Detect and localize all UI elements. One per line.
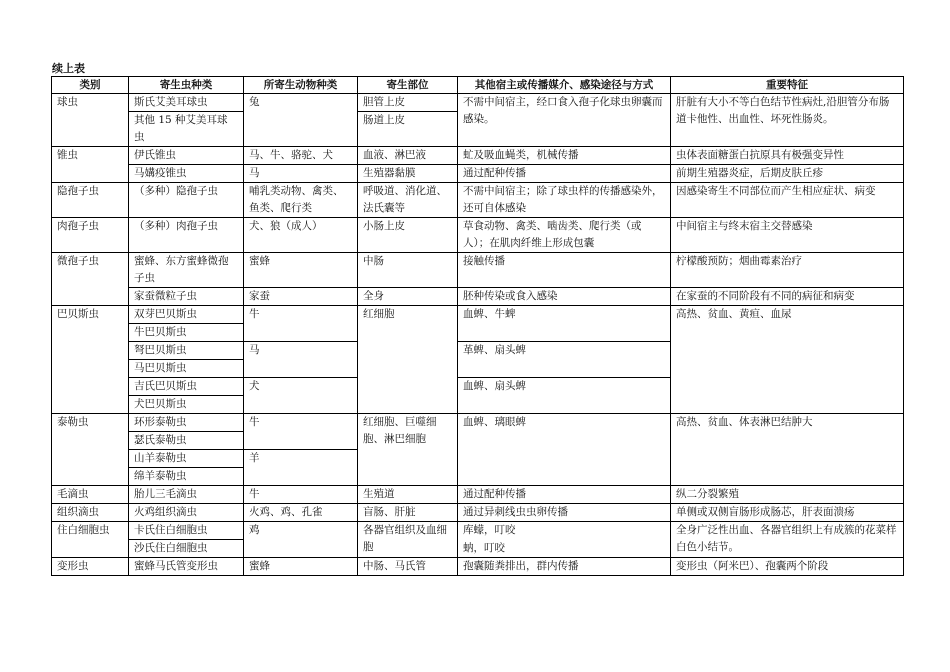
- header-species: 寄生虫种类: [129, 77, 244, 94]
- category-cell: 微孢子虫: [52, 253, 129, 306]
- host-cell: 蜜蜂: [244, 558, 358, 576]
- route-cell: 胚种传染或食入感染: [458, 288, 671, 306]
- species-cell: （多种）隐孢子虫: [129, 183, 244, 218]
- host-cell: 羊: [244, 450, 358, 486]
- site-cell: 各器官组织及血细胞: [358, 522, 458, 558]
- species-cell: 其他 15 种艾美耳球虫: [129, 112, 244, 147]
- parasite-table: [51, 76, 904, 576]
- feature-cell: 柠檬酸预防；烟曲霉素治疗: [671, 253, 904, 288]
- host-cell: 鸡: [244, 522, 358, 558]
- table-row: [52, 504, 904, 522]
- feature-cell: 变形虫（阿米巴）、孢囊两个阶段: [671, 558, 904, 576]
- species-cell: 胎儿三毛滴虫: [129, 486, 244, 504]
- species-cell: 犬巴贝斯虫: [129, 396, 244, 414]
- feature-cell: 高热、贫血、黄疸、血尿: [671, 306, 904, 414]
- category-cell: 锥虫: [52, 147, 129, 183]
- route-cell: 血蜱、牛蜱: [458, 306, 671, 342]
- table-row: [52, 147, 904, 165]
- table-row: [52, 288, 904, 306]
- feature-cell: 前期生殖器炎症，后期皮肤丘疹: [671, 165, 904, 183]
- table-row: [52, 414, 904, 432]
- route-cell: 通过异刺线虫虫卵传播: [458, 504, 671, 522]
- species-cell: 双芽巴贝斯虫: [129, 306, 244, 324]
- feature-cell: 因感染寄生不同部位而产生相应症状、病变: [671, 183, 904, 218]
- route-cell: 革蜱、扇头蜱: [458, 342, 671, 378]
- category-cell: 变形虫: [52, 558, 129, 576]
- route-cell: 通过配种传播: [458, 165, 671, 183]
- table-row: [52, 165, 904, 183]
- host-cell: 火鸡、鸡、孔雀: [244, 504, 358, 522]
- route-cell: 通过配种传播: [458, 486, 671, 504]
- site-cell: 中肠: [358, 253, 458, 288]
- site-cell: 呼吸道、消化道、法氏囊等: [358, 183, 458, 218]
- route-cell: 虻及吸血蝇类，机械传播: [458, 147, 671, 165]
- host-cell: 马、牛、骆驼、犬: [244, 147, 358, 165]
- site-cell: 生殖道: [358, 486, 458, 504]
- route-cell: 接触传播: [458, 253, 671, 288]
- table-row: [52, 558, 904, 576]
- species-cell: 卡氏住白细胞虫: [129, 522, 244, 540]
- table-row: [52, 183, 904, 218]
- species-cell: 牛巴贝斯虫: [129, 324, 244, 342]
- feature-cell: 纵二分裂繁殖: [671, 486, 904, 504]
- category-cell: 泰勒虫: [52, 414, 129, 486]
- category-cell: 住白细胞虫: [52, 522, 129, 558]
- header-site: 寄生部位: [358, 77, 458, 94]
- host-cell: 蜜蜂: [244, 253, 358, 288]
- host-cell: 家蚕: [244, 288, 358, 306]
- species-cell: 蜜蜂、东方蜜蜂微孢子虫: [129, 253, 244, 288]
- feature-cell: 全身广泛性出血、各器官组织上有成簇的花菜样白色小结节。: [671, 522, 904, 558]
- species-cell: 马巴贝斯虫: [129, 360, 244, 378]
- category-cell: 肉孢子虫: [52, 218, 129, 253]
- site-cell: 小肠上皮: [358, 218, 458, 253]
- species-cell: 蜜蜂马氏管变形虫: [129, 558, 244, 576]
- host-cell: 牛: [244, 486, 358, 504]
- route-cell: 血蜱、璃眼蜱: [458, 414, 671, 486]
- species-cell: 吉氏巴贝斯虫: [129, 378, 244, 396]
- route-cell: 孢囊随粪排出，群内传播: [458, 558, 671, 576]
- site-cell: 全身: [358, 288, 458, 306]
- site-cell: 生殖器黏膜: [358, 165, 458, 183]
- category-cell: 组织滴虫: [52, 504, 129, 522]
- host-cell: 兔: [244, 94, 358, 147]
- header-route: 其他宿主或传播媒介、感染途径与方式: [458, 77, 671, 94]
- table-row: [52, 94, 904, 112]
- species-cell: 斯氏艾美耳球虫: [129, 94, 244, 112]
- feature-cell: 单侧或双侧盲肠形成肠芯，肝表面溃疡: [671, 504, 904, 522]
- table-row: [52, 306, 904, 324]
- category-cell: 巴贝斯虫: [52, 306, 129, 414]
- species-cell: 绵羊泰勒虫: [129, 468, 244, 486]
- table-caption: 续上表: [52, 62, 85, 75]
- species-cell: 火鸡组织滴虫: [129, 504, 244, 522]
- feature-cell: 高热、贫血、体表淋巴结肿大: [671, 414, 904, 486]
- category-cell: 毛滴虫: [52, 486, 129, 504]
- header-category: 类别: [52, 77, 129, 94]
- header-host: 所寄生动物种类: [244, 77, 358, 94]
- category-cell: 隐孢子虫: [52, 183, 129, 218]
- species-cell: 沙氏住白细胞虫: [129, 540, 244, 558]
- host-cell: 犬: [244, 378, 358, 414]
- host-cell: 马: [244, 165, 358, 183]
- table-row: [52, 218, 904, 253]
- category-cell: 球虫: [52, 94, 129, 147]
- site-cell: 盲肠、肝脏: [358, 504, 458, 522]
- host-cell: 犬、狼（成人）: [244, 218, 358, 253]
- feature-cell: 在家蚕的不同阶段有不同的病征和病变: [671, 288, 904, 306]
- host-cell: 哺乳类动物、禽类、鱼类、爬行类: [244, 183, 358, 218]
- site-cell: 肠道上皮: [358, 112, 458, 147]
- route-cell: 不需中间宿主；除了球虫样的传播感染外，还可自体感染: [458, 183, 671, 218]
- header-feature: 重要特征: [671, 77, 904, 94]
- route-cell: 草食动物、禽类、啮齿类、爬行类（或人）；在肌肉纤维上形成包囊: [458, 218, 671, 253]
- species-cell: 山羊泰勒虫: [129, 450, 244, 468]
- table-row: [52, 253, 904, 288]
- header-row: [52, 77, 904, 94]
- host-cell: 马: [244, 342, 358, 378]
- site-cell: 红细胞、巨噬细胞、淋巴细胞: [358, 414, 458, 486]
- species-cell: 环形泰勒虫: [129, 414, 244, 432]
- feature-cell: 虫体表面糖蛋白抗原具有极强变异性: [671, 147, 904, 165]
- species-cell: （多种）肉孢子虫: [129, 218, 244, 253]
- site-cell: 胆管上皮: [358, 94, 458, 112]
- host-cell: 牛: [244, 414, 358, 450]
- site-cell: 中肠、马氏管: [358, 558, 458, 576]
- route-cell: 血蜱、扇头蜱: [458, 378, 671, 414]
- species-cell: 瑟氏泰勒虫: [129, 432, 244, 450]
- species-cell: 家蚕微粒子虫: [129, 288, 244, 306]
- species-cell: 伊氏锥虫: [129, 147, 244, 165]
- table-row: [52, 522, 904, 540]
- route-cell: 库蠓，叮咬: [458, 522, 671, 540]
- species-cell: 弩巴贝斯虫: [129, 342, 244, 360]
- feature-cell: 中间宿主与终末宿主交替感染: [671, 218, 904, 253]
- species-cell: 马媾疫锥虫: [129, 165, 244, 183]
- site-cell: 红细胞: [358, 306, 458, 414]
- feature-cell: 肝脏有大小不等白色结节性病灶,沿胆管分布肠道卡他性、出血性、坏死性肠炎。: [671, 94, 904, 147]
- site-cell: 血液、淋巴液: [358, 147, 458, 165]
- route-cell: 蚋，叮咬: [458, 540, 671, 558]
- route-cell: 不需中间宿主，经口食入孢子化球虫卵囊而感染。: [458, 94, 671, 147]
- table-row: [52, 486, 904, 504]
- host-cell: 牛: [244, 306, 358, 342]
